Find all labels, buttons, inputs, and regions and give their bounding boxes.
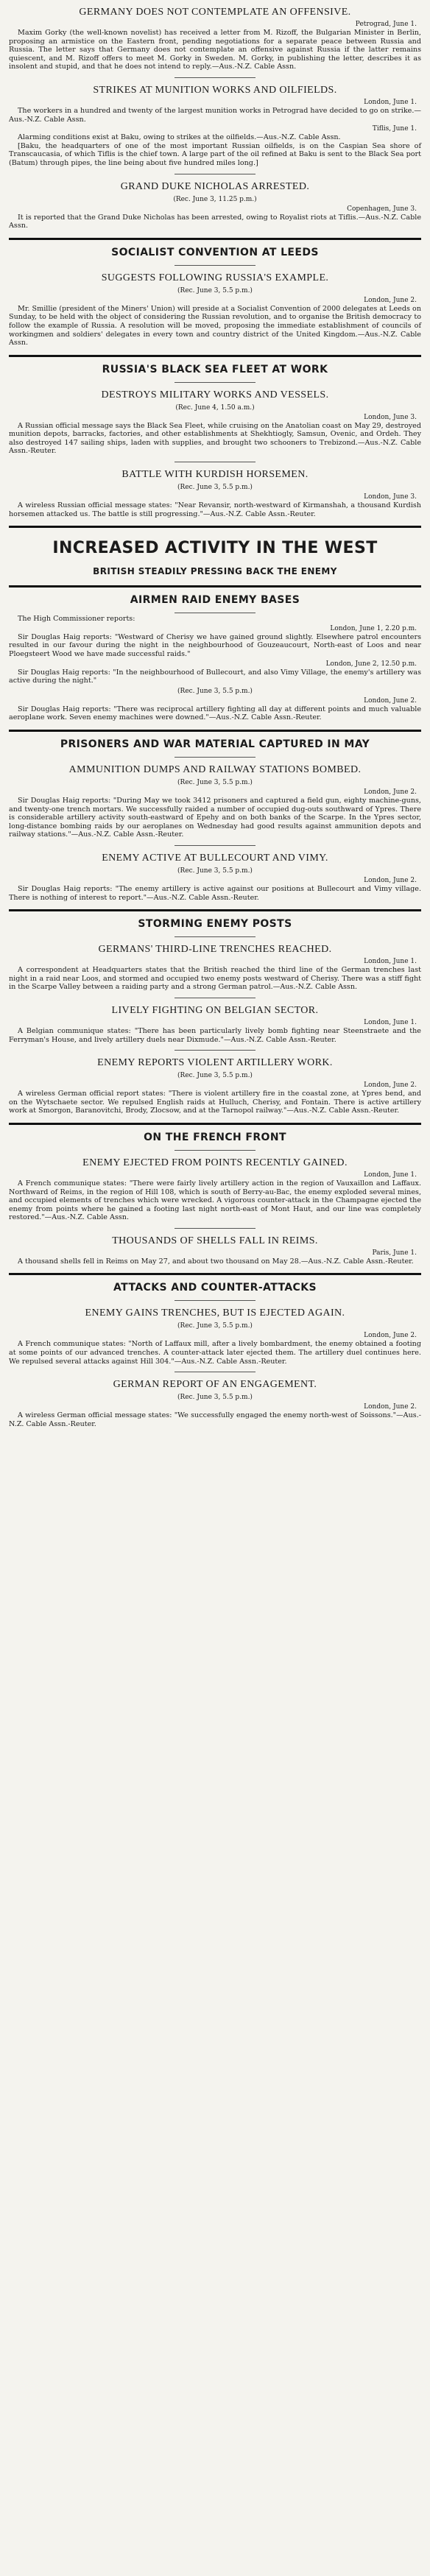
divider — [175, 936, 255, 937]
article-section — [9, 936, 421, 992]
article-section — [9, 1372, 421, 1428]
article-section — [9, 265, 421, 347]
article-section — [9, 1150, 421, 1222]
article-section — [9, 355, 421, 376]
article-body: A Belgian communique states: "There has been particularly lively bomb fighting near Steenstraete and the Ferryman's House, and lively artillery duels near Dixmude."—Aus.-N.Z. Cable Assn.-Reuter. — [9, 1026, 421, 1044]
section-headline: ENEMY ACTIVE AT BULLECOURT AND VIMY. — [102, 852, 328, 864]
section-headline: INCREASED ACTIVITY IN THE WEST — [52, 539, 378, 558]
dateline: Copenhagen, June 3. — [347, 205, 417, 213]
section-headline: ON THE FRENCH FRONT — [144, 1131, 286, 1143]
section-headline: SUGGESTS FOLLOWING RUSSIA'S EXAMPLE. — [101, 272, 329, 283]
article-section — [9, 1050, 421, 1115]
article-section — [9, 613, 421, 722]
section-rule — [9, 1273, 421, 1275]
article-section — [9, 1273, 421, 1294]
received-time: (Rec. June 3, 5.5 p.m.) — [177, 286, 253, 294]
dateline: London, June 2. — [364, 876, 417, 884]
article-body: A wireless German official report states: "There is violent artillery fire in the coastal zone, at Ypres bend, and on the Wytschaete sector. We repulsed English raids at Hulluch, Cherisy, and Fontain. There is active artillery work at Smorgon, Baranovitchi, Brody, Zlocsow, and at the Tarnopol railway."—Aus.-N.Z. Cable Assn.-Reuter. — [9, 1090, 421, 1115]
article-body: Sir Douglas Haig reports: "There was reciprocal artillery fighting all day at different points and much valuable aeroplane work. Seven enemy machines were downed."—Aus.-N.Z. Cable Assn.-Reuter. — [9, 705, 421, 722]
section-headline: LIVELY FIGHTING ON BELGIAN SECTOR. — [111, 1004, 319, 1016]
dateline: London, June 2. — [364, 788, 417, 796]
article-body: Mr. Smillie (president of the Miners' Union) will preside at a Socialist Convention of 2000 delegates at Leeds on Sunday, to be held with the object of considering the Russian revolution, and to organise the British democracy to follow the example of Russia. A resolution will be moved, proposing the immediate establishment of councils of workingmen and soldiers' delegates in every town and country district of the United Kingdom.—Aus.-N.Z. Cable Assn. — [9, 304, 421, 347]
dateline: London, June 3. — [364, 493, 417, 501]
article-body: A French communique states: "There were fairly lively artillery action in the region of Vauxaillon and Laffaux. Northward of Reims, in the region of Hill 108, which is south of Berry-au-Bac, the enemy exploded several mines, and occupied elements of trenches which were wrecked. A vigorous counter-attack in the Champagne ejected the enemy from points where he gained a footing last night north-east of Mont Haut, and our line was completely restored."—Aus.-N.Z. Cable Assn. — [9, 1179, 421, 1222]
article-body: The workers in a hundred and twenty of the largest munition works in Petrograd have decided to go on strike.—Aus.-N.Z. Cable Assn. — [9, 106, 421, 124]
article-section — [9, 1300, 421, 1366]
dateline: Paris, June 1. — [372, 1249, 417, 1257]
article-section — [9, 909, 421, 931]
article-body: A wireless German official message states: "We successfully engaged the enemy north-west of Soissons."—Aus.-N.Z. Cable Assn.-Reuter. — [9, 1411, 421, 1428]
article-body: [Baku, the headquarters of one of the most important Russian oilfields, is on the Caspian Sea shore of Transcaucasia, of which Tiflis is the chief town. A large part of the oil refined at Baku is sent to the Black Sea port (Batum) through pipes, the line being about five hundred miles long.] — [9, 141, 421, 167]
dateline: London, June 1. — [364, 1018, 417, 1026]
article-section — [9, 6, 421, 71]
article-body: Sir Douglas Haig reports: "Westward of Cherisy we have gained ground slightly. Elsewhere patrol encounters resulted in our favour during the night in the neighbourhood of Gouzeaucourt, North-east of Loos and near Ploegsteert Wood we have made successful raids." — [9, 632, 421, 659]
section-headline: GERMANY DOES NOT CONTEMPLATE AN OFFENSIVE. — [79, 7, 351, 18]
section-headline: SOCIALIST CONVENTION AT LEEDS — [111, 246, 319, 258]
article-section — [9, 1123, 421, 1144]
section-headline: STORMING ENEMY POSTS — [138, 918, 292, 931]
section-rule — [9, 238, 421, 240]
divider — [175, 1228, 255, 1229]
section-rule — [9, 585, 421, 587]
section-headline: ENEMY REPORTS VIOLENT ARTILLERY WORK. — [97, 1057, 333, 1069]
divider — [175, 265, 255, 266]
divider — [175, 845, 255, 846]
article-section — [9, 462, 421, 518]
dateline: London, June 1, 2.20 p.m. — [330, 624, 417, 632]
article-section — [9, 565, 421, 578]
dateline: London, June 1. — [364, 1171, 417, 1179]
received-time: (Rec. June 3, 5.5 p.m.) — [177, 1394, 253, 1402]
section-headline: STRIKES AT MUNITION WORKS AND OILFIELDS. — [93, 84, 337, 96]
section-headline: BRITISH STEADILY PRESSING BACK THE ENEMY — [93, 566, 337, 577]
dateline: London, June 2. — [364, 1403, 417, 1411]
section-headline: DESTROYS MILITARY WORKS AND VESSELS. — [101, 389, 329, 400]
section-rule — [9, 526, 421, 528]
divider — [175, 77, 255, 78]
section-headline: ATTACKS AND COUNTER-ATTACKS — [113, 1282, 317, 1294]
dateline: London, June 3. — [364, 413, 417, 421]
received-time: (Rec. June 3, 5.5 p.m.) — [177, 484, 253, 492]
section-rule — [9, 355, 421, 357]
article-body: Sir Douglas Haig reports: "During May we took 3412 prisoners and captured a field gun, eighty machine-guns, and twenty-one trench mortars. We successfully raided a number of occupied dug-outs southward of Ypres. There is considerable artillery activity south-eastward of Epehy and on both banks of the Scarpe. In the Ypres sector, long-distance bombing raids by our aeroplanes on Wednesday had good results against ammunition depots and railway stations."—Aus.-N.Z. Cable Assn.-Reuter. — [9, 797, 421, 839]
article-body: A French communique states: "North of Laffaux mill, after a lively bombardment, the enemy obtained a footing at some points of our advanced trenches. A counter-attack later ejected them. The artillery duel continues here. We repulsed several attacks against Hill 304."—Aus.-N.Z. Cable Assn.-Reuter. — [9, 1340, 421, 1366]
divider — [175, 1150, 255, 1151]
article-section — [9, 1228, 421, 1266]
article-body: A correspondent at Headquarters states that the British reached the third line of the German trenches last night in a raid near Loos, and stormed and occupied two enemy posts westward of Cherisy. There was a stiff fight in the Scarpe Valley between a raiding party and a strong German patrol.—Aus.-N.Z. Cable Assn. — [9, 966, 421, 992]
newspaper-column — [9, 6, 421, 1428]
article-body: A Russian official message says the Black Sea Fleet, while cruising on the Anatolian coast on May 29, destroyed munition depots, barracks, factories, and other establishments at Shekhtiogly, Samsun, Ovenic, and Ordeh. They also destroyed 147 sailing ships, laden with supplies, and brought two schooners to Trebizond.—Aus.-N.Z. Cable Assn.-Reuter. — [9, 421, 421, 456]
section-headline: ENEMY GAINS TRENCHES, BUT IS EJECTED AGAIN. — [85, 1308, 345, 1319]
divider — [175, 757, 255, 758]
section-headline: THOUSANDS OF SHELLS FALL IN REIMS. — [112, 1235, 318, 1246]
article-body: A thousand shells fell in Reims on May 27, and about two thousand on May 28.—Aus.-N.Z. Cable Assn.-Reuter. — [18, 1257, 414, 1266]
section-rule — [9, 909, 421, 911]
article-section — [9, 238, 421, 259]
received-time: (Rec. June 4, 1.50 a.m.) — [175, 403, 255, 412]
section-headline: BATTLE WITH KURDISH HORSEMEN. — [121, 469, 309, 481]
article-section — [9, 730, 421, 751]
article-body: A wireless Russian official message states: "Near Revansir, north-westward of Kirmanshah, a thousand Kurdish horsemen attacked us. The battle is still progressing."—Aus.-N.Z. Cable Assn.-Reuter. — [9, 501, 421, 518]
article-body: It is reported that the Grand Duke Nicholas has been arrested, owing to Royalist riots at Tiflis.—Aus.-N.Z. Cable Assn. — [9, 213, 421, 230]
dateline: Petrograd, June 1. — [355, 21, 417, 28]
article-section — [9, 174, 421, 230]
received-time: (Rec. June 3, 5.5 p.m.) — [177, 687, 253, 695]
article-body: Sir Douglas Haig reports: "In the neighbourhood of Bullecourt, and also Vimy Village, the enemy's artillery was active during the night." — [9, 668, 421, 685]
article-section — [9, 526, 421, 559]
dateline: London, June 2. — [364, 296, 417, 304]
section-headline: AIRMEN RAID ENEMY BASES — [130, 594, 300, 607]
article-section — [9, 77, 421, 168]
received-time: (Rec. June 3, 11.25 p.m.) — [173, 195, 257, 203]
section-headline: GERMAN REPORT OF AN ENGAGEMENT. — [113, 1379, 317, 1391]
received-time: (Rec. June 3, 5.5 p.m.) — [177, 779, 253, 786]
dateline: London, June 1. — [364, 958, 417, 966]
article-section — [9, 757, 421, 839]
section-headline: GRAND DUKE NICHOLAS ARRESTED. — [120, 180, 310, 192]
received-time: (Rec. June 3, 5.5 p.m.) — [177, 867, 253, 875]
article-section — [9, 585, 421, 607]
article-section — [9, 382, 421, 456]
section-rule — [9, 1123, 421, 1125]
article-body: Sir Douglas Haig reports: "The enemy artillery is active against our positions at Bullecourt and Vimy village. There is nothing of interest to report."—Aus.-N.Z. Cable Assn.-Reuter. — [9, 884, 421, 902]
dateline: Tiflis, June 1. — [372, 125, 417, 133]
received-time: (Rec. June 3, 5.5 p.m.) — [177, 1072, 253, 1080]
section-headline: GERMANS' THIRD-LINE TRENCHES REACHED. — [98, 944, 332, 956]
dateline: London, June 2, 12.50 p.m. — [325, 660, 417, 668]
article-section — [9, 998, 421, 1044]
divider — [175, 1050, 255, 1051]
section-rule — [9, 730, 421, 732]
dateline: London, June 2. — [364, 696, 417, 705]
section-headline: RUSSIA'S BLACK SEA FLEET AT WORK — [102, 363, 328, 375]
section-headline: ENEMY EJECTED FROM POINTS RECENTLY GAINED. — [82, 1157, 348, 1168]
section-headline: AMMUNITION DUMPS AND RAILWAY STATIONS BOMBED. — [68, 764, 362, 775]
dateline: London, June 1. — [364, 98, 417, 106]
dateline: London, June 2. — [364, 1081, 417, 1090]
dateline: London, June 2. — [364, 1332, 417, 1340]
lead-text: The High Commissioner reports: — [18, 615, 135, 624]
article-body: Maxim Gorky (the well-known novelist) has received a letter from M. Rizoff, the Bulgarian Minister in Berlin, proposing an armistice on the Eastern front, pending negotiations for a separate peace between Russia and Russia. The letter says that Germany does not contemplate an offensive against Russia if the latter remains quiescent, and M. Rizoff offers to meet M. Gorky in Sweden. M. Gorky, in publishing the letter, describes it as insolent and stupid, and that he does not intend to reply.—Aus.-N.Z. Cable Assn. — [9, 29, 421, 71]
received-time: (Rec. June 3, 5.5 p.m.) — [177, 1322, 253, 1330]
divider — [175, 382, 255, 383]
section-headline: PRISONERS AND WAR MATERIAL CAPTURED IN MAY — [60, 738, 370, 750]
divider — [175, 1300, 255, 1301]
article-body: Alarming conditions exist at Baku, owing to strikes at the oilfields.—Aus.-N.Z. Cable Assn. — [18, 133, 341, 142]
article-section — [9, 845, 421, 902]
